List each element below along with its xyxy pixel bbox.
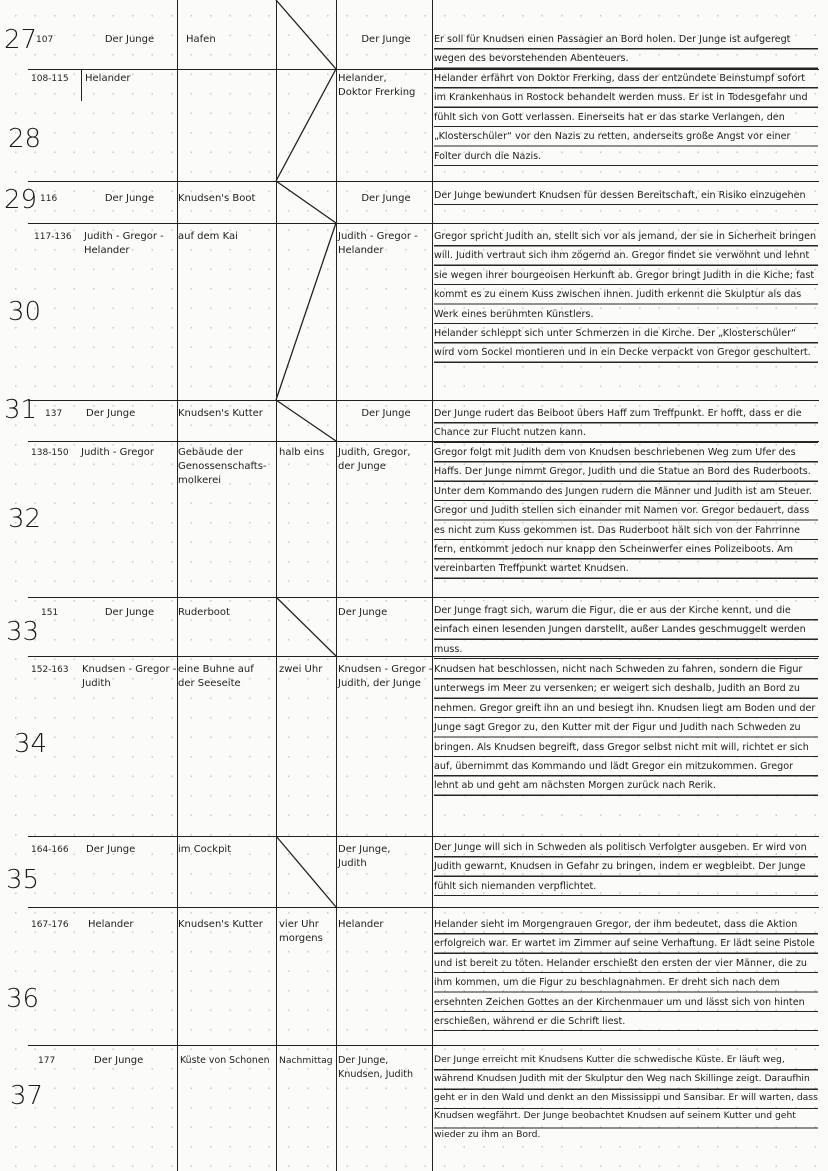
characters-cell: Der Junge <box>86 844 136 855</box>
characters-present-cell: Judith - Gregor - Helander <box>338 231 418 256</box>
characters-present-cell: Helander <box>338 919 384 930</box>
characters-present-cell: Knudsen - Gregor - Judith, der Junge <box>338 664 433 689</box>
characters-cell: Helander <box>88 919 134 930</box>
time-cell: zwei Uhr <box>279 664 323 675</box>
place-cell: Knudsen's Kutter <box>178 408 263 419</box>
row-divider <box>28 223 819 224</box>
characters-present-cell: Der Junge, Knudsen, Judith <box>338 1055 414 1080</box>
page-range: 167-176 <box>31 920 69 930</box>
row-divider <box>28 836 819 837</box>
place-cell: Knudsen's Boot <box>178 193 256 204</box>
cell-cross-mark <box>276 181 336 400</box>
summary-cell: Helander sieht im Morgengrauen Gregor, der ihm bedeutet, dass die Aktion erfolgreich war. Er wartet im Zimmer auf seine Verhaftung. Er lädt seine Pistole und ist bereit zu töten. Helander erschießt den ersten der vier Männer, die zu ihm kommen, um die Figur zu beschlagnahmen. Er dreht sich nach dem ersehnten Zeichen Gottes an der Kirchenmauer um und lässt sich von hinten erschießen, während er die Schrift liest. <box>434 915 818 1031</box>
time-cell: vier Uhr morgens <box>279 919 323 944</box>
summary-cell: Helander erfährt von Doktor Frerking, dass der entzündete Beinstumpf sofort im Krankenhaus in Rostock behandelt werden muss. Er ist in Todesgefahr und fühlt sich von Gott verlassen. Einerseits hat er das starke Verlangen, den „Klosterschüler“ vor den Nazis zu retten, anderseits große Angst vor einer Folter durch die Nazis. <box>434 69 818 166</box>
summary-cell: Der Junge fragt sich, warum die Figur, die er aus der Kirche kennt, und die einfach einen lesenden Jungen darstellt, außer Landes geschmuggelt werden muss. <box>434 601 818 659</box>
column-divider <box>177 0 178 1171</box>
page-range: 116 <box>40 194 58 204</box>
characters-cell: Der Junge <box>104 193 155 204</box>
place-cell: Knudsen's Kutter <box>178 919 263 930</box>
chapter-number: 34 <box>14 729 48 759</box>
summary-cell: Knudsen hat beschlossen, nicht nach Schweden zu fahren, sondern die Figur unterwegs im Meer zu versenken; er weigert sich deshalb, Judith an Bord zu nehmen. Gregor greift ihn an und besiegt ihn. Knudsen liegt am Boden und der Junge sagt Gregor zu, den Kutter mit der Figur und Judith nach Schweden zu bringen. Als Knudsen begreift, dass Gregor selbst nicht mit will, richtet er sich auf, übernimmt das Kommando und lädt Gregor ein mitzukommen. Gregor lehnt ab und geht am nächsten Morgen zurück nach Rerik. <box>434 660 818 796</box>
place-cell: Hafen <box>186 34 216 45</box>
cell-cross-mark <box>276 0 336 181</box>
characters-cell: Helander <box>85 73 131 84</box>
chapter-number: 30 <box>8 297 42 327</box>
column-divider <box>336 0 337 1171</box>
characters-cell: Der Junge <box>94 1055 144 1066</box>
summary-cell: Der Junge rudert das Beiboot übers Haff zum Treffpunkt. Er hofft, dass er die Chance zur Flucht nutzen kann. <box>434 404 818 443</box>
chapter-number: 29 <box>4 185 38 215</box>
summary-cell: Der Junge will sich in Schweden als politisch Verfolgter ausgeben. Er wird von Judith gewarnt, Knudsen in Gefahr zu bringen, indem er wegbleibt. Der Junge fühlt sich niemanden verpflichtet. <box>434 838 818 896</box>
place-cell: Küste von Schonen <box>180 1055 270 1066</box>
place-cell: eine Buhne auf der Seeseite <box>178 664 254 689</box>
characters-cell: Knudsen - Gregor - Judith <box>82 664 177 689</box>
page-range: 138-150 <box>31 448 69 458</box>
chapter-number: 37 <box>10 1081 44 1111</box>
characters-cell: Der Junge <box>104 607 155 618</box>
characters-present-cell: Helander, Doktor Frerking <box>338 73 416 98</box>
time-cell: Nachmittag <box>279 1055 333 1066</box>
cell-cross-mark <box>276 400 336 441</box>
page-range: 137 <box>45 409 63 419</box>
summary-cell: Gregor spricht Judith an, stellt sich vor als jemand, der sie in Sicherheit bringen will. Judith vertraut sich ihm zögernd an. Gregor findet sie verwöhnt und lehnt sie wegen ihrer bourgeoisen Herkunft ab. Gregor bringt Judith in die Kiche; fast kommt es zu einem Kuss zwischen ihnen. Judith erkennt die Skulptur als das Werk eines berühmten Künstlers. Helander schleppt sich unter Schmerzen in die Kirche. Der „Klosterschüler“ wird vom Sockel montieren und in ein Decke verpackt von Gregor geschultert. <box>434 227 818 363</box>
place-cell: auf dem Kai <box>178 231 238 242</box>
chapter-number: 36 <box>6 984 40 1014</box>
time-cell: halb eins <box>279 447 325 458</box>
characters-present-cell: Judith, Gregor, der Junge <box>338 447 411 472</box>
row-divider <box>28 400 819 401</box>
cell-cross-mark <box>276 597 336 656</box>
page-range: 164-166 <box>31 845 69 855</box>
place-cell: im Cockpit <box>178 844 232 855</box>
characters-present-cell: Der Junge <box>361 34 411 45</box>
column-divider <box>432 0 433 1171</box>
row-divider <box>28 1045 819 1046</box>
characters-cell: Judith - Gregor <box>81 447 155 458</box>
summary-cell: Gregor folgt mit Judith dem von Knudsen beschriebenen Weg zum Ufer des Haffs. Der Junge nimmt Gregor, Judith und die Statue an Bord des Ruderboots. Unter dem Kommando des Jungen rudern die Männer und Judith ist am Steuer. Gregor und Judith stellen sich einander mit Namen vor. Gregor bedauert, dass es nicht zum Kuss gekommen ist. Das Ruderboot hält sich von der Fahrrinne fern, entkommt jedoch nur knapp den Scheinwerfer eines Polizeiboots. Am vereinbarten Treffpunkt wartet Knudsen. <box>434 443 818 579</box>
row-divider <box>28 907 819 908</box>
chapter-number: 33 <box>6 617 40 647</box>
page-range: 107 <box>36 35 54 45</box>
characters-cell: Der Junge <box>104 34 155 45</box>
page-range: 152-163 <box>31 665 69 675</box>
chapter-number: 31 <box>4 395 38 425</box>
column-divider <box>81 69 82 101</box>
characters-present-cell: Der Junge <box>361 408 411 419</box>
place-cell: Gebäude der Genossenschafts- molkerei <box>178 447 267 486</box>
page-range: 177 <box>38 1056 56 1066</box>
page-range: 151 <box>41 608 59 618</box>
chapter-number: 32 <box>8 504 42 534</box>
characters-cell: Judith - Gregor - Helander <box>84 231 164 256</box>
cell-cross-mark <box>276 836 336 907</box>
characters-present-cell: Der Junge <box>361 193 411 204</box>
place-cell: Ruderboot <box>178 607 230 618</box>
chapter-number: 35 <box>6 865 40 895</box>
summary-cell: Der Junge bewundert Knudsen für dessen Bereitschaft, ein Risiko einzugehen <box>434 186 818 205</box>
page-range: 108-115 <box>31 74 69 84</box>
column-divider <box>276 0 277 1171</box>
chapter-number: 27 <box>4 25 38 55</box>
row-divider <box>28 597 819 598</box>
row-divider <box>28 181 819 182</box>
characters-present-cell: Der Junge <box>338 607 388 618</box>
characters-cell: Der Junge <box>86 408 136 419</box>
page-range: 117-136 <box>34 232 72 242</box>
summary-cell: Der Junge erreicht mit Knudsens Kutter die schwedische Küste. Er läuft weg, während Knudsen Judith mit der Skulptur den Weg nach Skillinge zeigt. Daraufhin geht er in den Wald und denkt an den Mississippi und Sansibar. Er will warten, dass Knudsen wegfährt. Der Junge beobachtet Knudsen auf seinem Kutter und geht wieder zu ihm an Bord. <box>434 1051 818 1145</box>
summary-cell: Er soll für Knudsen einen Passagier an Bord holen. Der Junge ist aufgeregt wegen des bevorstehenden Abenteuers. <box>434 30 818 69</box>
chapter-number: 28 <box>8 124 42 154</box>
characters-present-cell: Der Junge, Judith <box>338 844 391 869</box>
